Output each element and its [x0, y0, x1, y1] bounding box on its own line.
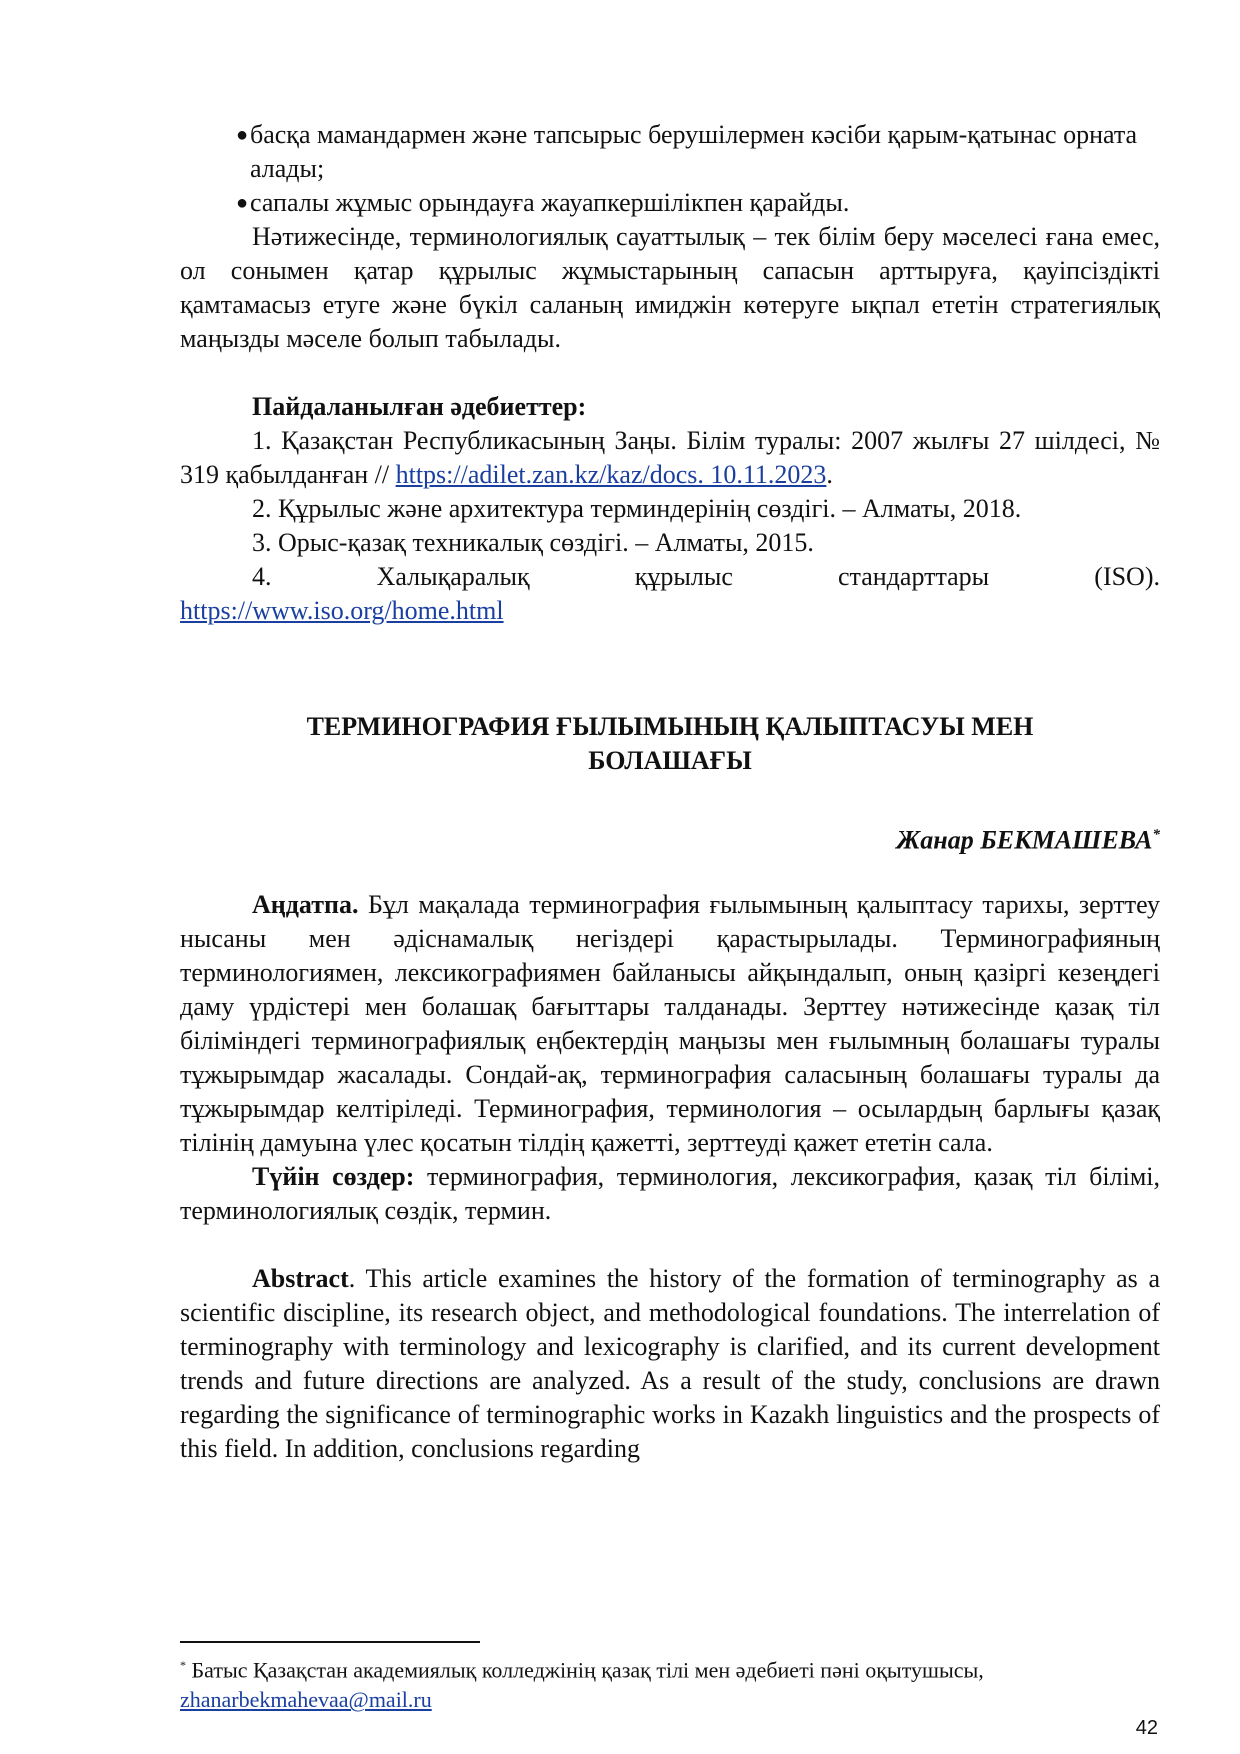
article-title: ТЕРМИНОГРАФИЯ ҒЫЛЫМЫНЫҢ ҚАЛЫПТАСУЫ МЕН БОЛАШАҒЫ — [306, 712, 1034, 775]
reference-item: 4. Халықаралық құрылыс стандарттары (ISO). — [252, 562, 1160, 591]
reference-link[interactable]: https://adilet.zan.kz/kaz/docs. 10.11.2023 — [395, 460, 827, 489]
footnote-divider — [180, 1641, 480, 1643]
reference-item: 1. Қазақстан Республикасының Заңы. Білім туралы: 2007 жылғы 27 шілдесі, № 319 қабылданған // https://adilet.zan.kz/kaz/docs. 10.11.2023. — [180, 426, 1160, 489]
page-body — [180, 118, 1160, 1466]
annotation-paragraph: Аңдатпа. Бұл мақалада терминография ғылымының қалыптасу тарихы, зерттеу нысаны мен әдіснамалық негіздері қарастырылады. Терминографияның терминологиямен, лексикографиямен байланысы айқындалып, оның қазіргі кезеңдегі даму үрдістері мен болашақ бағыттары талданады. Зерттеу нәтижесінде қазақ тіл біліміндегі терминографиялық еңбектердің маңызы мен ғылымның болашағы туралы тұжырымдар жасалады. Сондай-ақ, терминография саласының болашағы туралы да тұжырымдар келтіріледі. Терминография, терминология – осылардың барлығы қазақ тілінің дамуына үлес қосатын тілдің қажетті, зерттеуді қажет ететін сала. — [180, 889, 1160, 1157]
footnote-mark: * — [180, 1658, 186, 1672]
bullet-text: сапалы жұмыс орындауға жауапкершілікпен қарайды. — [250, 188, 850, 217]
keywords-label: Түйін сөздер: — [252, 1161, 415, 1191]
abstract-paragraph: Abstract. This article examines the history of the formation of terminography as a scientific discipline, its research object, and methodological foundations. The interrelation of terminography with terminology and lexicography is clarified, and its current development trends and future directions are analyzed. As a result of the study, conclusions are drawn regarding the significance of terminographic works in Kazakh linguistics and the prospects of this field. In addition, conclusions regarding — [180, 1263, 1160, 1463]
reference-item: 3. Орыс-қазақ техникалық сөздігі. – Алматы, 2015. — [252, 528, 814, 557]
page-number: 42 — [1135, 1717, 1158, 1739]
article-author: Жанар БЕКМАШЕВА* — [896, 825, 1160, 855]
footnote: * Батыс Қазақстан академиялық колледжінің қазақ тілі мен әдебиеті пәні оқытушысы, zhanarbekmahevaa@mail.ru — [180, 1657, 984, 1713]
conclusion-paragraph: Нәтижесінде, терминологиялық сауаттылық – тек білім беру мәселесі ғана емес, ол сонымен қатар құрылыс жұмыстарының сапасын арттыруға, қауіпсіздікті қамтамасыз етуге және бүкіл саланың имиджін көтеруге ықпал ететін стратегиялық маңызды мәселе болып табылады. — [180, 222, 1160, 353]
abstract-label: Abstract — [252, 1263, 349, 1293]
bullet-item — [180, 186, 1160, 220]
reference-link[interactable]: https://www.iso.org/home.html — [180, 596, 504, 625]
author-footnote-mark: * — [1152, 827, 1160, 843]
reference-item: 2. Құрылыс және архитектура терминдерінің сөздігі. – Алматы, 2018. — [252, 494, 1022, 523]
bullet-dot-icon: ● — [236, 192, 249, 214]
bullet-text: басқа мамандармен және тапсырыс берушілермен кәсіби қарым-қатынас орната алады; — [250, 120, 1138, 183]
annotation-label: Аңдатпа. — [252, 889, 359, 919]
bullet-dot-icon: ● — [236, 124, 249, 146]
footnote-email-link[interactable]: zhanarbekmahevaa@mail.ru — [180, 1687, 432, 1713]
reference-item-link-line — [180, 594, 1160, 628]
keywords-paragraph: Түйін сөздер: терминография, терминология, лексикография, қазақ тіл білімі, терминологиялық сөздік, термин. — [180, 1161, 1160, 1225]
bullet-item — [180, 118, 1160, 186]
references-heading: Пайдаланылған әдебиеттер: — [252, 392, 587, 421]
